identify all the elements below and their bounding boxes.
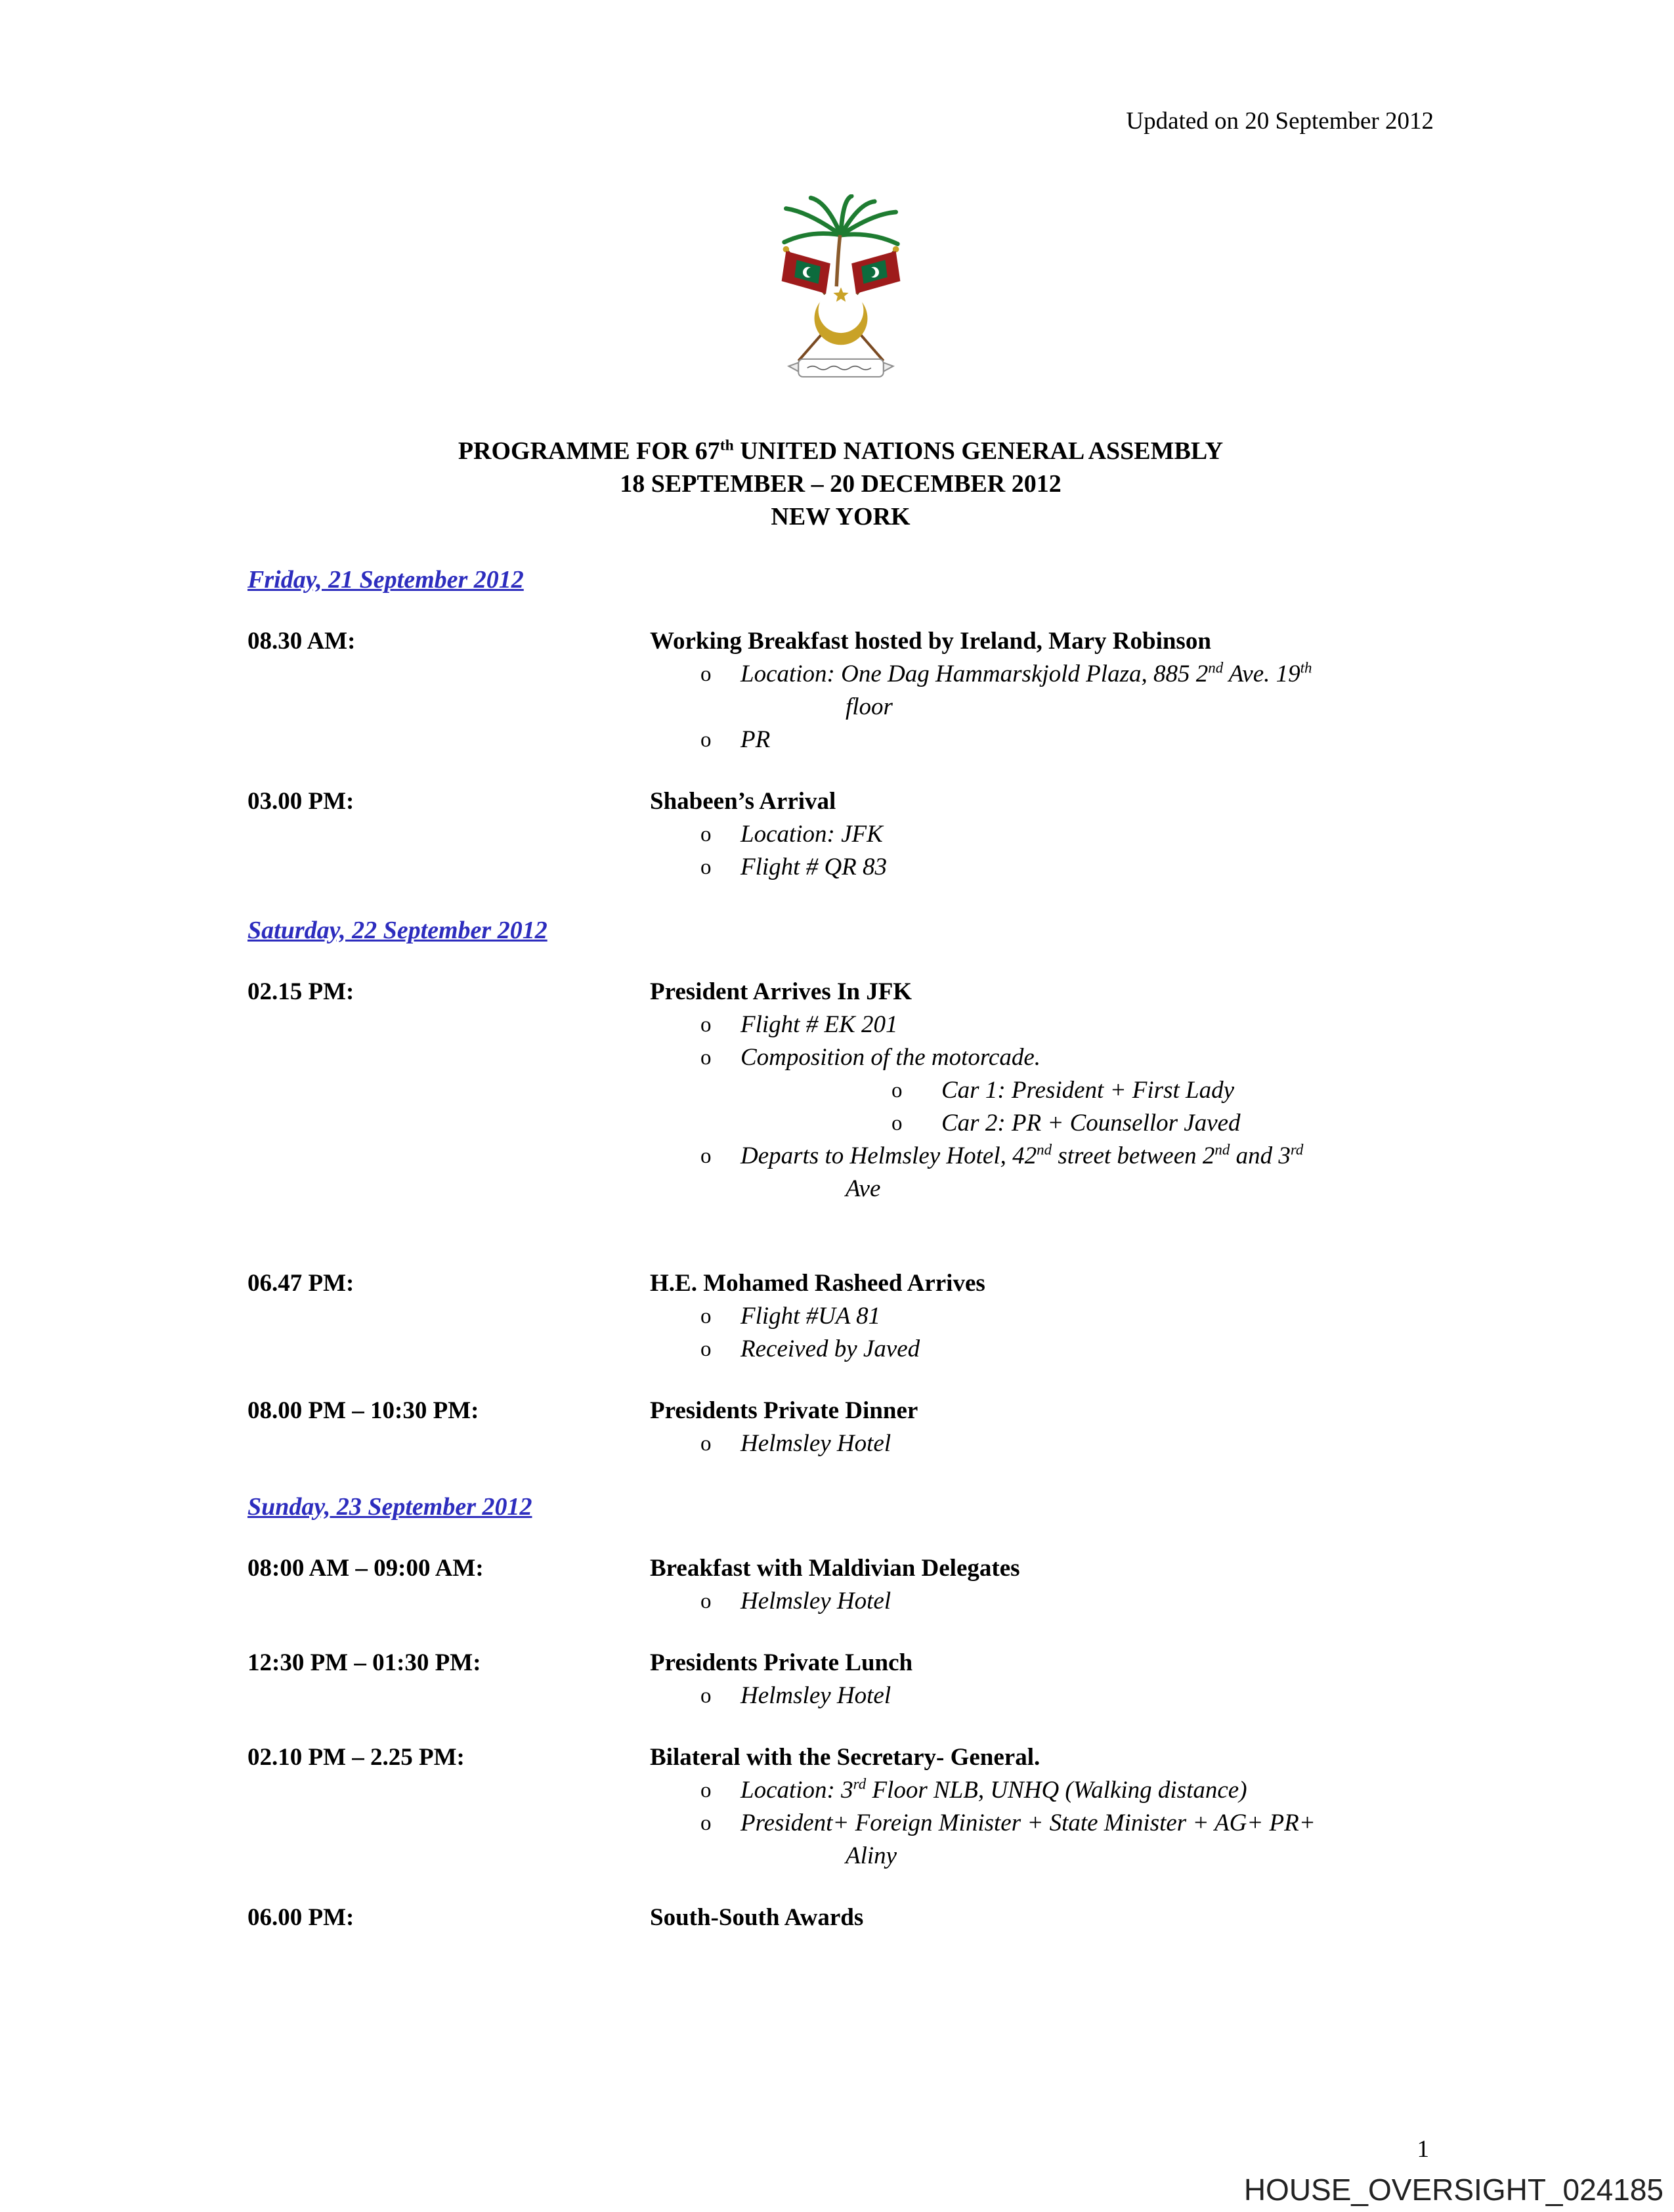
event-body (650, 1552, 1434, 1618)
page-number: 1 (1417, 2136, 1429, 2163)
bullet-item (650, 724, 1434, 756)
bullet-item (650, 1427, 1434, 1460)
day-header: Sunday, 23 September 2012 (247, 1493, 532, 1521)
bullet-item (650, 1680, 1434, 1712)
event-time: 06.00 PM: (247, 1904, 354, 1931)
bullet-text: Flight # QR 83 (740, 854, 888, 880)
event-row (247, 625, 1434, 756)
day-header: Saturday, 22 September 2012 (247, 917, 547, 944)
event-row (247, 1552, 1434, 1618)
event-title: South-South Awards (650, 1904, 864, 1931)
maldives-flag-right (851, 251, 900, 293)
event-body (650, 1647, 1434, 1712)
bullet-marker-icon: o (700, 856, 712, 879)
bullet-marker-icon: o (700, 728, 712, 752)
maldives-emblem (752, 194, 930, 385)
title-line-1-superscript: th (719, 437, 734, 454)
title-line-1-post: UNITED NATIONS GENERAL ASSEMBLY (733, 437, 1224, 465)
maldives-flag-left (781, 251, 830, 293)
event-title: Presidents Private Dinner (650, 1397, 918, 1424)
event-time: 02.15 PM: (247, 978, 354, 1005)
bullet-text: President+ Foreign Minister + State Minister + AG+ PR+ Aliny (740, 1810, 1316, 1869)
day-section (247, 1490, 1434, 1934)
bullet-marker-icon: o (700, 1046, 712, 1070)
event-title: Bilateral with the Secretary- General. (650, 1744, 1041, 1771)
schedule (247, 563, 1434, 1934)
bullet-text: Car 2: PR + Counsellor Javed (941, 1110, 1241, 1137)
event-title: H.E. Mohamed Rasheed Arrives (650, 1270, 985, 1297)
bullet-item (650, 1774, 1434, 1807)
bullet-marker-icon: o (700, 1590, 712, 1613)
event-time: 08:00 AM – 09:00 AM: (247, 1555, 484, 1582)
bullet-item (650, 1008, 1434, 1041)
event-time: 06.47 PM: (247, 1270, 354, 1297)
title-line-2: 18 SEPTEMBER – 20 DECEMBER 2012 (620, 470, 1062, 498)
event-row (247, 785, 1434, 884)
bullet-text: PR (740, 726, 771, 753)
bullet-marker-icon: o (891, 1079, 903, 1102)
bullet-text: Car 1: President + First Lady (941, 1077, 1235, 1104)
bullet-text: Helmsley Hotel (740, 1430, 891, 1457)
bullet-marker-icon: o (700, 1779, 712, 1802)
bullet-marker-icon: o (891, 1112, 903, 1135)
event-title: Shabeen’s Arrival (650, 788, 836, 815)
event-title: Presidents Private Lunch (650, 1649, 913, 1676)
event-title: Breakfast with Maldivian Delegates (650, 1555, 1020, 1582)
event-title: Working Breakfast hosted by Ireland, Mary Robinson (650, 628, 1211, 655)
bullet-item (650, 1074, 1434, 1107)
document-title (247, 435, 1434, 533)
event-row (247, 1741, 1434, 1873)
bullet-item (650, 1300, 1434, 1333)
bullet-text: Flight # EK 201 (740, 1011, 898, 1038)
event-body (650, 1267, 1434, 1366)
event-title: President Arrives In JFK (650, 978, 912, 1005)
bullet-text: Flight #UA 81 (740, 1303, 881, 1330)
bullet-item (650, 1041, 1434, 1074)
event-body (650, 1395, 1434, 1460)
event-time: 08.30 AM: (247, 628, 356, 655)
title-line-3: NEW YORK (771, 503, 911, 531)
event-time: 08.00 PM – 10:30 PM: (247, 1397, 479, 1424)
bullet-item (650, 658, 1434, 724)
bullet-marker-icon: o (700, 1305, 712, 1328)
bullet-text: Received by Javed (740, 1335, 920, 1362)
event-body (650, 785, 1434, 884)
bullet-item (650, 851, 1434, 884)
bullet-item (650, 818, 1434, 851)
bullet-item (650, 1107, 1434, 1140)
event-row (247, 1647, 1434, 1712)
bullet-item (650, 1585, 1434, 1618)
updated-date: Updated on 20 September 2012 (1126, 108, 1434, 135)
event-body (650, 625, 1434, 756)
bullet-marker-icon: o (700, 1013, 712, 1037)
crescent-and-star (814, 288, 867, 345)
day-section (247, 914, 1434, 1460)
event-body (650, 1901, 1434, 1934)
event-time: 12:30 PM – 01:30 PM: (247, 1649, 481, 1676)
day-section (247, 563, 1434, 884)
bullet-text: Location: 3rd Floor NLB, UNHQ (Walking distance) (740, 1775, 1247, 1804)
bullet-marker-icon: o (700, 1811, 712, 1835)
bullet-marker-icon: o (700, 1432, 712, 1456)
bullet-marker-icon: o (700, 1684, 712, 1708)
emblem-container (247, 194, 1434, 394)
event-row (247, 1267, 1434, 1366)
bullet-text: Helmsley Hotel (740, 1682, 891, 1709)
event-row (247, 1901, 1434, 1934)
title-line-1-pre: PROGRAMME FOR 67 (458, 437, 720, 465)
bullet-item (650, 1807, 1434, 1873)
event-time: 02.10 PM – 2.25 PM: (247, 1744, 465, 1771)
bates-number: HOUSE_OVERSIGHT_024185 (1243, 2173, 1663, 2207)
bullet-item (650, 1333, 1434, 1366)
bullet-item (650, 1140, 1434, 1205)
event-body (650, 1741, 1434, 1873)
event-body (650, 976, 1434, 1205)
bullet-text: Location: One Dag Hammarskjold Plaza, 885 2nd Ave. 19th floor (740, 659, 1312, 720)
event-time: 03.00 PM: (247, 788, 354, 815)
title-line-1 (247, 435, 1434, 467)
day-header: Friday, 21 September 2012 (247, 566, 524, 594)
bullet-text: Departs to Helmsley Hotel, 42nd street between 2nd and 3rd Ave (740, 1141, 1304, 1202)
bullet-marker-icon: o (700, 662, 712, 686)
bullet-text: Helmsley Hotel (740, 1588, 891, 1615)
palm-trunk (836, 235, 840, 286)
bullet-marker-icon: o (700, 823, 712, 846)
event-row (247, 976, 1434, 1205)
bullet-text: Composition of the motorcade. (740, 1044, 1041, 1071)
event-row (247, 1395, 1434, 1460)
scroll-banner (788, 359, 893, 377)
bullet-marker-icon: o (700, 1337, 712, 1361)
bullet-marker-icon: o (700, 1144, 712, 1168)
bullet-text: Location: JFK (740, 821, 883, 848)
